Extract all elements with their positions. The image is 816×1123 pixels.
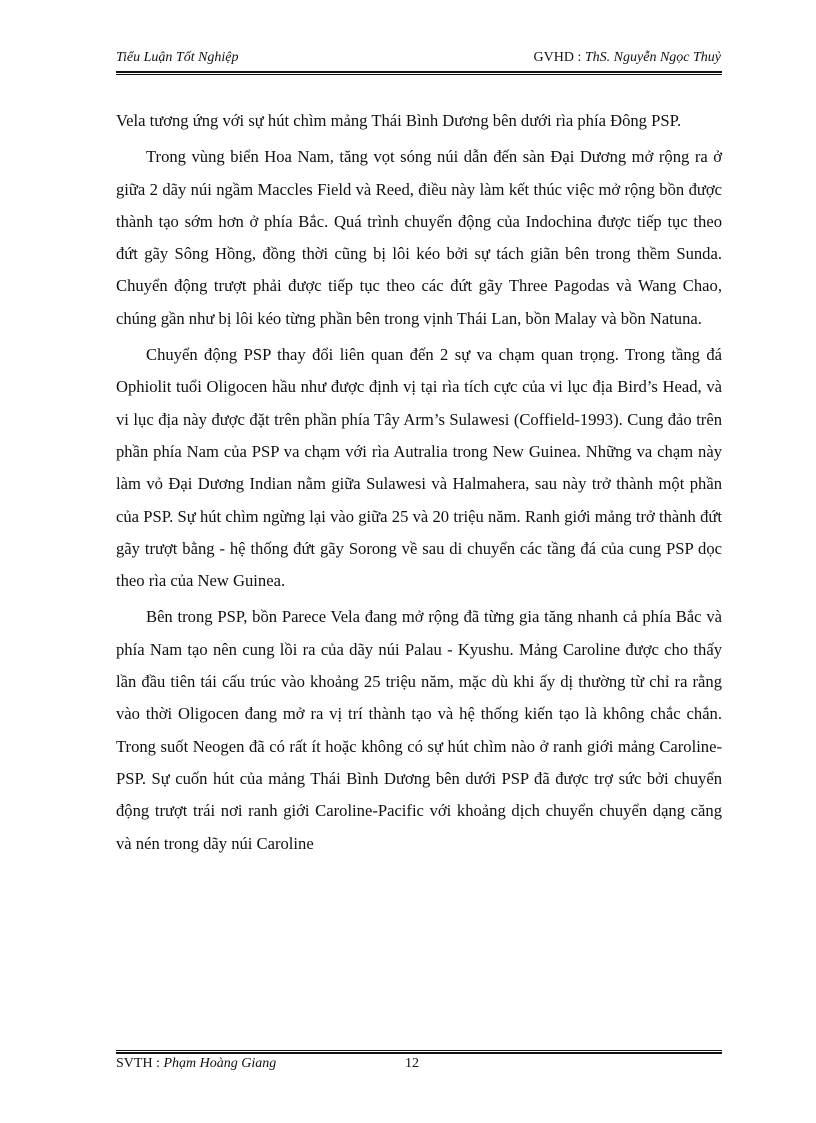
paragraph: Bên trong PSP, bồn Parece Vela đang mở rộng đã từng gia tăng nhanh cả phía Bắc và phía Nam tạo nên cung lồi ra của dãy núi Palau - Kyushu. Mảng Caroline được cho thấy lần đầu tiên tái cấu trúc vào khoảng 25 triệu năm, mặc dù khi ấy dị thường từ chỉ ra rằng vào thời Oligocen đang mở ra vị trí thành tạo và hệ thống kiến tạo là không chắc chắn. Trong suốt Neogen đã có rất ít hoặc không có sự hút chìm nào ở ranh giới mảng Caroline-PSP. Sự cuốn hút của mảng Thái Bình Dương bên dưới PSP đã được trợ sức bởi chuyển động trượt trái nơi ranh giới Caroline-Pacific với khoảng dịch chuyển chuyển dạng căng và nén trong dãy núi Caroline bbox=[116, 607, 722, 853]
header-rule bbox=[116, 71, 722, 75]
author-prefix: SVTH : bbox=[116, 1056, 164, 1071]
page-body bbox=[116, 105, 722, 864]
paragraph: Trong vùng biển Hoa Nam, tăng vọt sóng núi dẫn đến sàn Đại Dương mở rộng ra ở giữa 2 dãy núi ngầm Maccles Field và Reed, điều này làm kết thúc việc mở rộng bồn được thành tạo sớm hơn ở phía Bắc. Quá trình chuyển động của Indochina được tiếp tục theo đứt gãy Sông Hồng, đồng thời cũng bị lôi kéo bởi sự tách giãn bên trong thềm Sunda. Chuyển động trượt phải được tiếp tục theo các đứt gãy Three Pagodas và Wang Chao, chúng gần như bị lôi kéo từng phần bên trong vịnh Thái Lan, bồn Malay và bồn Natuna. bbox=[116, 147, 722, 328]
author-name: Phạm Hoàng Giang bbox=[163, 1056, 277, 1071]
page-number: 12 bbox=[405, 1056, 419, 1071]
page-footer bbox=[116, 1056, 722, 1072]
author-info bbox=[116, 1056, 276, 1071]
paragraph-continuation: Vela tương ứng với sự hút chìm mảng Thái Bình Dương bên dưới rìa phía Đông PSP. bbox=[116, 111, 682, 130]
paragraph: Chuyển động PSP thay đổi liên quan đến 2 sự va chạm quan trọng. Trong tầng đá Ophiolit tuổi Oligocen hầu như được định vị tại rìa tích cực của vi lục địa Bird’s Head, và vi lục địa này được đặt trên phần phía Tây Arm’s Sulawesi (Coffield-1993). Cung đảo trên phần phía Nam của PSP va chạm với rìa Autralia trong New Guinea. Những va chạm này làm vỏ Đại Dương Indian nằm giữa Sulawesi và Halmahera, sau này trở thành một phần của PSP. Sự hút chìm ngừng lại vào giữa 25 và 20 triệu năm. Ranh giới mảng trở thành đứt gãy trượt bằng - hệ thống đứt gãy Sorong về sau di chuyển các tầng đá của cung PSP dọc theo rìa của New Guinea. bbox=[116, 345, 722, 591]
document-title: Tiểu Luận Tốt Nghiệp bbox=[116, 50, 239, 65]
footer-rule bbox=[116, 1050, 722, 1054]
page-header bbox=[116, 46, 721, 70]
supervisor-info bbox=[534, 50, 721, 66]
supervisor-name: ThS. Nguyễn Ngọc Thuỷ bbox=[584, 50, 721, 65]
supervisor-prefix: GVHD : bbox=[533, 50, 585, 65]
